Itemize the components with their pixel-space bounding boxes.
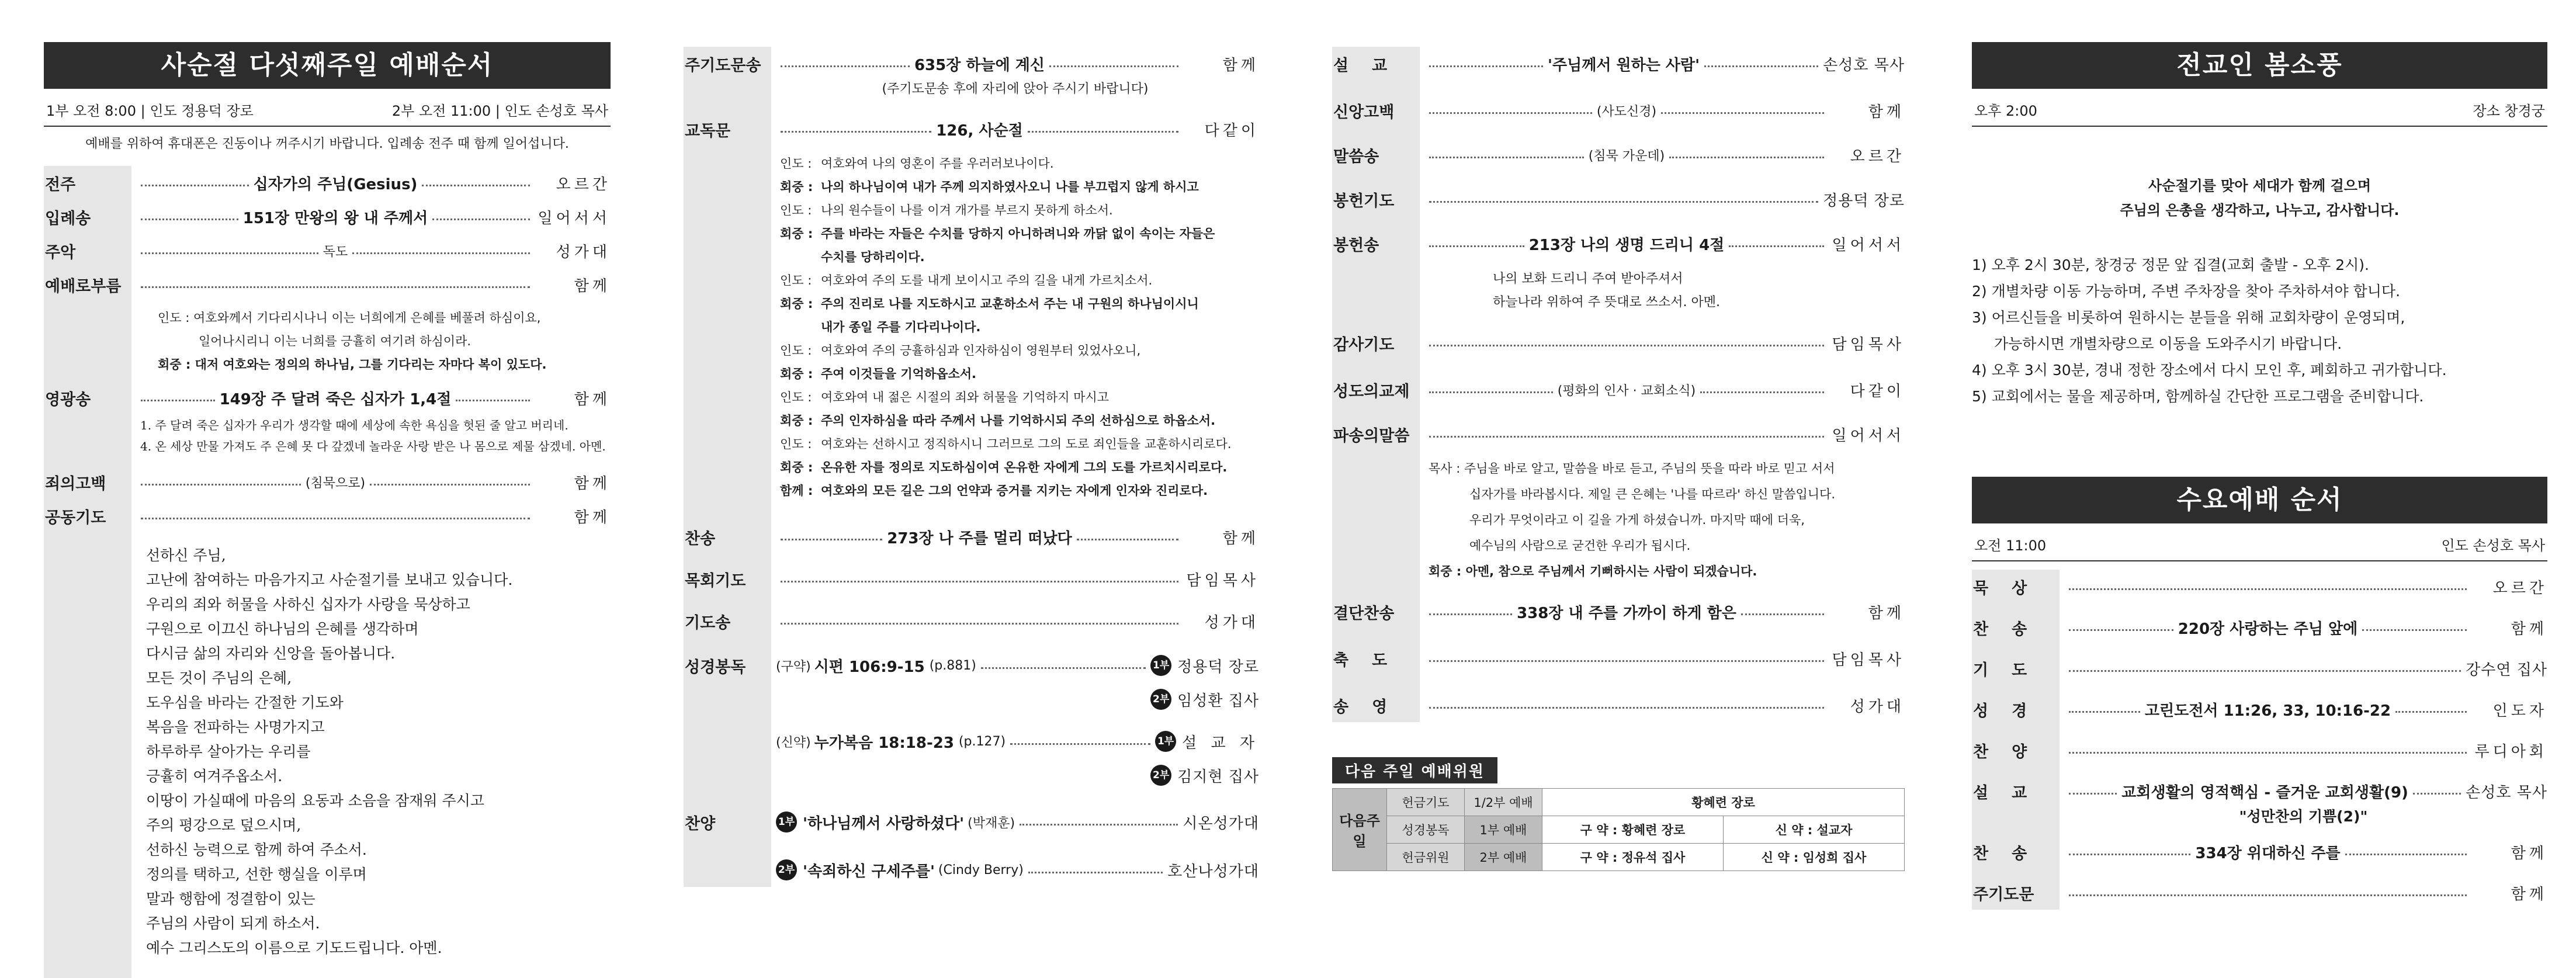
picnic-place: 장소 창경궁 (2473, 103, 2545, 119)
prayer-line: 하루하루 살아가는 우리를 (146, 743, 311, 760)
name-cell: 구 약 : 황혜련 장로 (1542, 816, 1724, 844)
reading-line (780, 222, 1259, 245)
order-row-prayer (44, 499, 611, 533)
service-badge: 1부 (776, 811, 797, 833)
order-row-responsive (684, 112, 1259, 146)
row-content: 213장 나의 생명 드리니 4절 (1528, 236, 1725, 254)
anthem-title: '하나님께서 사랑하셨다' (803, 814, 965, 833)
row-label: 봉헌송 (1333, 236, 1379, 255)
row-content: 149장 주 달려 죽은 십자가 1,4절 (219, 390, 452, 408)
row-label: 죄의고백 (45, 474, 106, 493)
next-week-table (1332, 788, 1905, 871)
wednesday-time: 오전 11:00 (1974, 537, 2047, 554)
row-label: 공동기도 (45, 508, 106, 527)
name-cell: 황혜련 장로 (1542, 789, 1905, 816)
row-label: 설교 (1973, 783, 2051, 802)
reading-speaker: 인도 : (780, 203, 812, 217)
row-label: 감사기도 (1333, 335, 1395, 354)
row-performer: 강수연 집사 (2466, 661, 2547, 679)
wednesday-row (1972, 774, 2547, 808)
lyric-line: 하늘나라 위하여 주 뜻대로 쓰소서. 아멘. (1493, 295, 1720, 310)
reading-line (780, 152, 1259, 175)
row-label: 주악 (45, 243, 76, 262)
order-row-scripture-ot (684, 648, 1259, 682)
reading-text: 수치를 당하리이다. (821, 250, 925, 264)
row-label: 봉헌기도 (1333, 192, 1395, 210)
prayer-line: 구원으로 이끄신 하나님의 은혜를 생각하며 (146, 620, 419, 637)
order-row-benediction (1332, 641, 1905, 675)
testament-tag: (신약) (776, 735, 811, 750)
row-performer: 오르간 (1850, 147, 1905, 165)
reading-text: 여호와의 모든 길은 그의 언약과 증거를 지키는 자에게 인자와 진리로다. (821, 484, 1208, 498)
reading-line (780, 315, 1259, 339)
row-label: 기도 (1973, 661, 2051, 679)
row-content: (침묵으로) (305, 476, 366, 491)
service-cell: 1/2부 예배 (1465, 789, 1542, 816)
reading-line (780, 409, 1259, 432)
reading-text: 여호와여 나의 영혼이 주를 우러러보나이다. (821, 157, 1054, 171)
order-row-scripture-nt (684, 724, 1259, 758)
row-label: 찬양 (1973, 743, 2051, 761)
service1-info: 1부 오전 8:00 | 인도 정용덕 장로 (46, 103, 254, 119)
picnic-time: 오후 2:00 (1974, 103, 2037, 119)
lyric-line: 4. 온 세상 만물 가져도 주 은혜 못 다 갚겠네 놀라운 사랑 받은 나 몸으로 제물 삼겠네. 아멘. (140, 439, 606, 453)
order-row-gloria (44, 381, 611, 415)
order-row-doxology (1332, 688, 1905, 722)
row-label: 전주 (45, 175, 76, 194)
reading-text: 여호와는 선하시고 정직하시니 그러므로 그의 도로 죄인들을 교훈하시리로다. (821, 437, 1232, 451)
service-cell: 1부 예배 (1465, 816, 1542, 844)
reading-text: 주를 바라는 자들은 수치를 당하지 아니하려니와 까닭 없이 속이는 자들은 (821, 227, 1215, 241)
row-content: (사도신경) (1596, 104, 1657, 119)
reading-line (780, 245, 1259, 269)
order-row-hymn (684, 520, 1259, 554)
sending-line: 십자가를 바라봅시다. 제일 큰 은혜는 '나를 따르라' 하신 말씀입니다. (1469, 487, 1836, 501)
reading-speaker: 인도 : (780, 273, 812, 287)
row-performer: 손성호 목사 (2466, 783, 2548, 802)
phone-notice: 예배를 위하여 휴대폰은 진동이나 꺼주시기 바랍니다. 입례송 전주 때 함께 일어섭니다. (85, 137, 569, 151)
wednesday-row (1972, 611, 2547, 644)
row-performer: 함께 (574, 508, 611, 526)
reading-text: 나의 하나님이여 내가 주께 의지하였사오니 나를 부끄럽지 않게 하시고 (821, 180, 1199, 194)
order-row-offering-song (1332, 227, 1905, 261)
wednesday-row (1972, 876, 2547, 910)
reader-name: 김지현 집사 (1177, 768, 1259, 786)
prayer-line: 말과 행함에 정결함이 있는 (146, 890, 316, 907)
service-badge: 2부 (776, 859, 797, 880)
order-row-scripture-ot-2 (684, 682, 1259, 716)
reading-speaker: 회중 : (780, 227, 813, 241)
prayer-line: 선하신 주님, (146, 547, 226, 564)
row-performer: 담임목사 (1832, 651, 1905, 669)
service-badge: 1부 (1150, 655, 1171, 676)
order-row-pastoral-prayer (684, 562, 1259, 596)
row-performer: 성가대 (556, 243, 611, 261)
row-content: 고린도전서 11:26, 33, 10:16-22 (2144, 702, 2391, 720)
row-performer: 일어서서 (538, 209, 611, 227)
order-row-scripture-nt-2 (684, 758, 1259, 792)
reading-speaker: 인도 : (780, 437, 812, 451)
sending-line: 예수님의 사람으로 굳건한 우리가 됩시다. (1469, 539, 1691, 553)
row-label: 주기도문송 (685, 56, 761, 75)
picnic-title: 전교인 봄소풍 (1972, 42, 2547, 89)
row-label: 입례송 (45, 209, 91, 228)
row-performer: 함께 (574, 277, 611, 295)
reading-text: 주의 인자하심을 따라 주께서 나를 기억하시되 주의 선하심으로 하옵소서. (821, 414, 1216, 428)
order-row-prelude (44, 166, 611, 200)
wednesday-row (1972, 692, 2547, 726)
row-content: 교회생활의 영적핵심 - 즐거운 교회생활(9) (2121, 783, 2408, 802)
service-badge: 2부 (1150, 765, 1171, 786)
row-content: 273장 나 주를 멀리 떠났다 (887, 529, 1072, 547)
row-content: 126, 사순절 (936, 122, 1023, 140)
picnic-item: 4) 오후 3시 30분, 경내 정한 장소에서 다시 모인 후, 폐회하고 귀가합니다. (1972, 362, 2447, 379)
prayer-line: 예수 그리스도의 이름으로 기도드립니다. 아멘. (146, 939, 442, 956)
row-performer: 함께 (2511, 620, 2548, 638)
service-cell: 2부 예배 (1465, 844, 1542, 871)
row-performer: 함께 (574, 474, 611, 493)
service-badge: 1부 (1155, 731, 1176, 752)
wednesday-row (1972, 733, 2547, 767)
wednesday-title: 수요예배 순서 (1972, 477, 2547, 523)
reading-line (780, 175, 1259, 199)
reading-text: 여호와여 주의 긍휼하심과 인자하심이 영원부터 있었사오니, (821, 344, 1141, 358)
row-performer: 함께 (1222, 529, 1259, 547)
responsive-reading (780, 146, 1259, 520)
row-label: 교독문 (685, 122, 731, 140)
service2-info: 2부 오전 11:00 | 인도 손성호 목사 (391, 103, 608, 119)
name-cell: 신 약 : 설교자 (1724, 816, 1905, 844)
row-content: (침묵 가운데) (1588, 148, 1665, 164)
scripture-ref: 시편 106:9-15 (814, 658, 925, 676)
wednesday-row (1972, 651, 2547, 685)
order-list-2 (684, 47, 1259, 887)
reader-name: 정용덕 장로 (1177, 658, 1259, 676)
picnic-item: 2) 개별차량 이동 가능하며, 주변 주차장을 찾아 주차하셔야 합니다. (1972, 283, 2401, 300)
wednesday-order (1972, 570, 2547, 910)
row-performer: 오르간 (2492, 579, 2547, 597)
row-label: 성경 (1973, 702, 2051, 720)
anthem-composer: (Cindy Berry) (938, 862, 1024, 878)
order-row-prayer-song (684, 604, 1259, 638)
order-row-fellowship (1332, 373, 1905, 407)
offering-lyrics (1429, 261, 1905, 326)
row-content: (평화의 인사 · 교회소식) (1557, 383, 1696, 398)
service-badge: 2부 (1150, 689, 1171, 710)
anthem-composer: (박재훈) (968, 816, 1015, 831)
order-row-thanks (1332, 326, 1905, 360)
reading-line (780, 339, 1259, 362)
row-performer: 인도자 (2492, 702, 2548, 720)
gloria-lyrics (140, 415, 611, 465)
reading-speaker: 회중 : (780, 180, 813, 194)
row-content: 십자가의 주님(Gesius) (253, 175, 418, 193)
order-list (44, 166, 611, 978)
row-label: 축도 (1333, 651, 1411, 670)
prayer-line: 선하신 능력으로 함께 하여 주소서. (146, 841, 367, 858)
row-label: 기도송 (685, 613, 731, 632)
reading-line (780, 199, 1259, 222)
picnic-item: 가능하시면 개별차량으로 이동을 도와주시기 바랍니다. (1994, 335, 2342, 352)
row-label: 말씀송 (1333, 147, 1379, 166)
call-line: 인도 : 여호와께서 기다리시나니 이는 너희에게 은혜를 베풀려 하심이요, (158, 311, 541, 325)
order-row-commitment (1332, 595, 1905, 629)
order-row-lords-prayer (684, 47, 1259, 81)
prayer-line: 이땅이 가실때에 마음의 요동과 소음을 잠재워 주시고 (146, 792, 484, 809)
row-performer: 다같이 (1204, 122, 1259, 140)
picnic-list (1972, 252, 2547, 410)
reading-speaker: 인도 : (780, 344, 812, 358)
row-performer: 성가대 (1204, 613, 1259, 632)
row-performer: 일어서서 (1832, 236, 1905, 254)
reading-line (780, 479, 1259, 502)
role-cell: 헌금기도 (1387, 789, 1465, 816)
order-row-sermon (1332, 47, 1905, 81)
role-cell: 성경봉독 (1387, 816, 1465, 844)
row-performer: 손성호 목사 (1823, 56, 1905, 74)
row-performer: 성가대 (1850, 698, 1905, 716)
row-label: 성경봉독 (685, 658, 746, 677)
order-row-sending (1332, 417, 1905, 451)
row-label: 송영 (1333, 698, 1411, 716)
reader-name: 임성환 집사 (1177, 692, 1259, 710)
next-week-title: 다음 주일 예배위원 (1332, 757, 1497, 783)
sending-line: 목사 : 주님을 바로 알고, 말씀을 바로 듣고, 주님의 뜻을 따라 바로 믿고 서서 (1429, 462, 1835, 476)
choir-name: 시온성가대 (1183, 814, 1259, 833)
sending-line: 우리가 무엇이라고 이 길을 가게 하셨습니까. 마지막 때에 더욱, (1469, 513, 1805, 527)
reading-line (780, 269, 1259, 292)
prayer-line: 정의를 택하고, 선한 행실을 이루며 (146, 866, 367, 883)
row-performer: 정용덕 장로 (1823, 192, 1905, 210)
reading-text: 주여 이것들을 기억하옵소서. (821, 367, 977, 381)
wednesday-info (1972, 523, 2547, 561)
scripture-page: (p.127) (958, 734, 1006, 749)
reading-text: 온유한 자를 정의로 지도하심이여 온유한 자에게 그의 도를 가르치시리로다. (821, 460, 1228, 474)
prayer-line: 모든 것이 주님의 은혜, (146, 670, 292, 686)
row-label: 영광송 (45, 390, 91, 409)
row-performer: 함께 (2511, 885, 2547, 903)
order-list-3 (1332, 47, 1905, 722)
row-content: 334장 위대하신 주를 (2195, 844, 2341, 862)
reading-speaker: 회중 : (780, 460, 813, 474)
sending-text (1429, 451, 1905, 595)
common-prayer-text (146, 533, 611, 978)
order-row-word-song (1332, 138, 1905, 172)
prayer-line: 고난에 참여하는 마음가지고 사순절기를 보내고 있습니다. (146, 571, 513, 588)
row-content: 635장 하늘에 계신 (914, 56, 1045, 74)
page-title: 사순절 다섯째주일 예배순서 (44, 42, 611, 89)
name-cell: 신 약 : 임성희 집사 (1724, 844, 1905, 871)
row-content: 220장 사랑하는 주님 앞에 (2178, 620, 2358, 638)
row-performer: 담임목사 (1832, 335, 1905, 353)
row-performer: 함께 (1868, 604, 1905, 622)
prayer-line: 주님의 사람이 되게 하소서. (146, 915, 320, 932)
prayer-line: 주의 평강으로 덮으시며, (146, 817, 301, 834)
anthem-title: '속죄하신 구세주를' (803, 862, 935, 880)
call-line: 일어나시리니 이는 너희를 긍휼히 여기려 하심이라. (199, 334, 471, 348)
row-performer: 함께 (2511, 844, 2548, 862)
prayer-line: 다시금 삶의 자리와 신앙을 돌아봅니다. (146, 645, 396, 662)
reading-text: 주의 진리로 나를 지도하시고 교훈하소서 주는 내 구원의 하나님이시니 (821, 297, 1199, 311)
service-times (44, 89, 611, 127)
row-label: 목회기도 (685, 571, 746, 590)
reading-text: 나의 원수들이 나를 이겨 개가를 부르지 못하게 하소서. (821, 203, 1113, 217)
row-label: 신앙고백 (1333, 103, 1395, 122)
reading-speaker: 함께 : (780, 484, 813, 498)
choir-name: 호산나성가대 (1167, 862, 1259, 880)
picnic-info (1972, 89, 2547, 127)
lords-prayer-note: (주기도문송 후에 자리에 앉아 주시기 바랍니다) (882, 82, 1149, 96)
lyric-line: 1. 주 달려 죽은 십자가 우리가 생각할 때에 세상에 속한 욕심을 헛된 줄 알고 버리네. (140, 418, 568, 432)
scripture-page: (p.881) (929, 658, 976, 673)
order-row-creed (1332, 93, 1905, 127)
row-content: 338장 내 주를 가까이 하게 함은 (1517, 604, 1736, 622)
wednesday-leader: 인도 손성호 목사 (2441, 537, 2545, 554)
row-label: 찬송 (685, 529, 716, 548)
order-row-entrance (44, 200, 611, 234)
row-label: 예배로부름 (45, 277, 122, 296)
picnic-headline: 주님의 은총을 생각하고, 나누고, 감사합니다. (2120, 202, 2400, 219)
row-performer: 담임목사 (1186, 571, 1259, 589)
row-label: 찬송 (1973, 844, 2051, 863)
wednesday-sermon-subtitle: "성만찬의 기쁨(2)" (2239, 808, 2368, 825)
row-content: 151장 만왕의 왕 내 주께서 (242, 209, 428, 227)
picnic-item: 5) 교회에서는 물을 제공하며, 함께하실 간단한 프로그램을 준비합니다. (1972, 388, 2424, 405)
scripture-ref: 누가복음 18:18-23 (814, 734, 954, 752)
call-line: 회중 : 대저 여호와는 정의의 하나님, 그를 기다리는 자마다 복이 있도다. (158, 358, 547, 372)
reading-line (780, 292, 1259, 315)
picnic-headline: 사순절기를 맞아 세대가 함께 걸으며 (2148, 178, 2372, 194)
row-performer: 다같이 (1850, 382, 1905, 400)
row-label: 찬송 (1973, 620, 2051, 639)
order-row-anthem-2 (684, 853, 1259, 887)
row-performer: 함께 (1868, 103, 1905, 121)
prayer-line: 긍휼히 여겨주옵소서. (146, 768, 283, 785)
picnic-item: 1) 오후 2시 30분, 창경궁 정문 앞 집결(교회 출발 - 오후 2시). (1972, 256, 2369, 273)
panel-announcements (1972, 0, 2547, 966)
row-label: 결단찬송 (1333, 604, 1395, 623)
panel-sunday-order (44, 0, 611, 966)
row-performer: 함께 (1222, 56, 1260, 74)
reading-speaker: 회중 : (780, 414, 813, 428)
row-performer: 일어서서 (1832, 426, 1905, 445)
row-label: 묵상 (1973, 579, 2051, 598)
name-cell: 구 약 : 정유석 집사 (1542, 844, 1724, 871)
order-row-offering-prayer (1332, 182, 1905, 216)
row-label: 찬양 (685, 814, 716, 833)
reading-text: 여호와여 주의 도를 내게 보이시고 주의 길을 내게 가르치소서. (821, 273, 1153, 287)
order-row-music (44, 234, 611, 268)
sending-line: 회중 : 아멘, 참으로 주님께서 기뻐하시는 사람이 되겠습니다. (1429, 564, 1757, 578)
row-performer: 오르간 (556, 175, 611, 193)
row-label: 설교 (1333, 56, 1411, 75)
lyric-line: 나의 보화 드리니 주여 받아주셔서 (1493, 272, 1683, 286)
row-performer: 루디아회 (2474, 743, 2547, 761)
prayer-line: 도우심을 바라는 간절한 기도와 (146, 694, 344, 711)
reading-speaker: 인도 : (780, 157, 812, 171)
prayer-line: 복음을 전파하는 사명가지고 (146, 719, 325, 736)
wednesday-row (1972, 570, 2547, 604)
row-content: 독도 (323, 244, 348, 259)
call-to-worship-text (140, 301, 611, 381)
row-label: 주기도문 (1973, 885, 2034, 904)
order-row-anthem-1 (684, 805, 1259, 839)
reading-line (780, 386, 1259, 409)
reader-name: 설 교 자 (1182, 734, 1259, 752)
order-row-call (44, 268, 611, 301)
reading-text: 내가 종일 주를 기다리나이다. (821, 320, 981, 334)
prayer-line: 우리의 죄와 허물을 사하신 십자가 사랑을 묵상하고 (146, 596, 470, 613)
reading-speaker: 인도 : (780, 390, 812, 404)
reading-text: 여호와여 내 젊은 시절의 죄와 허물을 기억하지 마시고 (821, 390, 1110, 404)
order-row-confession (44, 465, 611, 499)
panel-order-continued (684, 0, 1259, 966)
row-label: 성도의교제 (1333, 382, 1410, 401)
wednesday-row (1972, 835, 2547, 869)
reading-speaker: 회중 : (780, 297, 813, 311)
row-performer: 함께 (574, 390, 611, 408)
testament-tag: (구약) (776, 659, 811, 674)
reading-speaker: 회중 : (780, 367, 813, 381)
panel-order-final (1332, 0, 1905, 966)
role-cell: 헌금위원 (1387, 844, 1465, 871)
row-label: 파송의말씀 (1333, 426, 1410, 445)
picnic-item: 3) 어르신들을 비롯하여 원하시는 분들을 위해 교회차량이 운영되며, (1972, 309, 2405, 326)
reading-line (780, 432, 1259, 456)
reading-line (780, 456, 1259, 479)
reading-line (780, 362, 1259, 386)
row-content: '주님께서 원하는 사람' (1548, 56, 1700, 74)
next-week-label: 다음주일 (1333, 789, 1387, 871)
